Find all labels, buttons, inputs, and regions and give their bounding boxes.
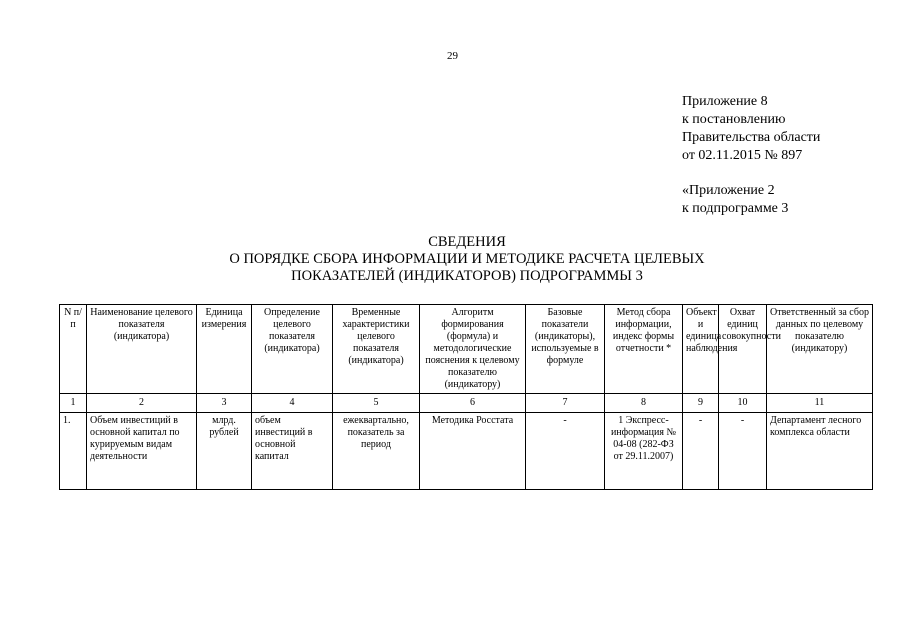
cell-unit: млрд. рублей [197,413,252,490]
column-number: 4 [252,394,333,413]
cell-indicator-name: Объем инвестиций в основной капитал по курируемым видам деятельности [87,413,197,490]
header-cell: Временные характеристики целевого показателя (индикатора) [333,305,420,394]
cell-number: 1. [60,413,87,490]
document-title [150,234,784,285]
indicators-table [59,304,873,490]
cell-coverage: - [719,413,767,490]
cell-responsible: Департамент лесного комплекса области [767,413,873,490]
cell-algorithm: Методика Росстата [420,413,526,490]
appendix-line: Приложение 8 [682,94,768,109]
cell-time-characteristics: ежеквартально, показатель за период [333,413,420,490]
page-number: 29 [447,50,458,62]
column-number: 1 [60,394,87,413]
header-cell: Охват единиц совокупности [719,305,767,394]
cell-collection-method: 1 Экспресс-информация № 04-08 (282-ФЗ от 29.11.2007) [605,413,683,490]
column-number: 2 [87,394,197,413]
table-header-row [60,305,873,394]
appendix-header [682,93,820,165]
column-number: 10 [719,394,767,413]
appendix-line: «Приложение 2 [682,183,775,198]
cell-observation-object: - [683,413,719,490]
header-cell: N п/п [60,305,87,394]
appendix-line: Правительства области [682,130,821,145]
appendix-line: к постановлению [682,112,786,127]
column-number: 6 [420,394,526,413]
table-row [60,413,873,490]
title-line: ПОКАЗАТЕЛЕЙ (ИНДИКАТОРОВ) ПОДРОГРАММЫ 3 [291,268,643,284]
header-cell: Определение целевого показателя (индикатора) [252,305,333,394]
header-cell: Метод сбора информации, индекс формы отчетности * [605,305,683,394]
appendix-line: от 02.11.2015 № 897 [682,148,803,163]
column-number: 7 [526,394,605,413]
column-number: 8 [605,394,683,413]
header-cell: Базовые показатели (индикаторы), используемые в формуле [526,305,605,394]
title-line: СВЕДЕНИЯ [428,234,506,250]
appendix-line: к подпрограмме 3 [682,201,789,216]
appendix-sub-header [682,182,788,218]
cell-definition: объем инвестиций в основной капитал [252,413,333,490]
title-line: О ПОРЯДКЕ СБОРА ИНФОРМАЦИИ И МЕТОДИКЕ РАСЧЕТА ЦЕЛЕВЫХ [229,251,705,267]
column-number: 11 [767,394,873,413]
column-number: 3 [197,394,252,413]
header-cell: Объект и единица наблюдения [683,305,719,394]
column-number: 9 [683,394,719,413]
cell-base-indicators: - [526,413,605,490]
header-cell: Ответственный за сбор данных по целевому показателю (индикатору) [767,305,873,394]
header-cell: Алгоритм формирования (формула) и методологические пояснения к целевому показателю (индикатору) [420,305,526,394]
column-number: 5 [333,394,420,413]
header-cell: Наименование целевого показателя (индикатора) [87,305,197,394]
header-cell: Единица измерения [197,305,252,394]
column-number-row [60,394,873,413]
